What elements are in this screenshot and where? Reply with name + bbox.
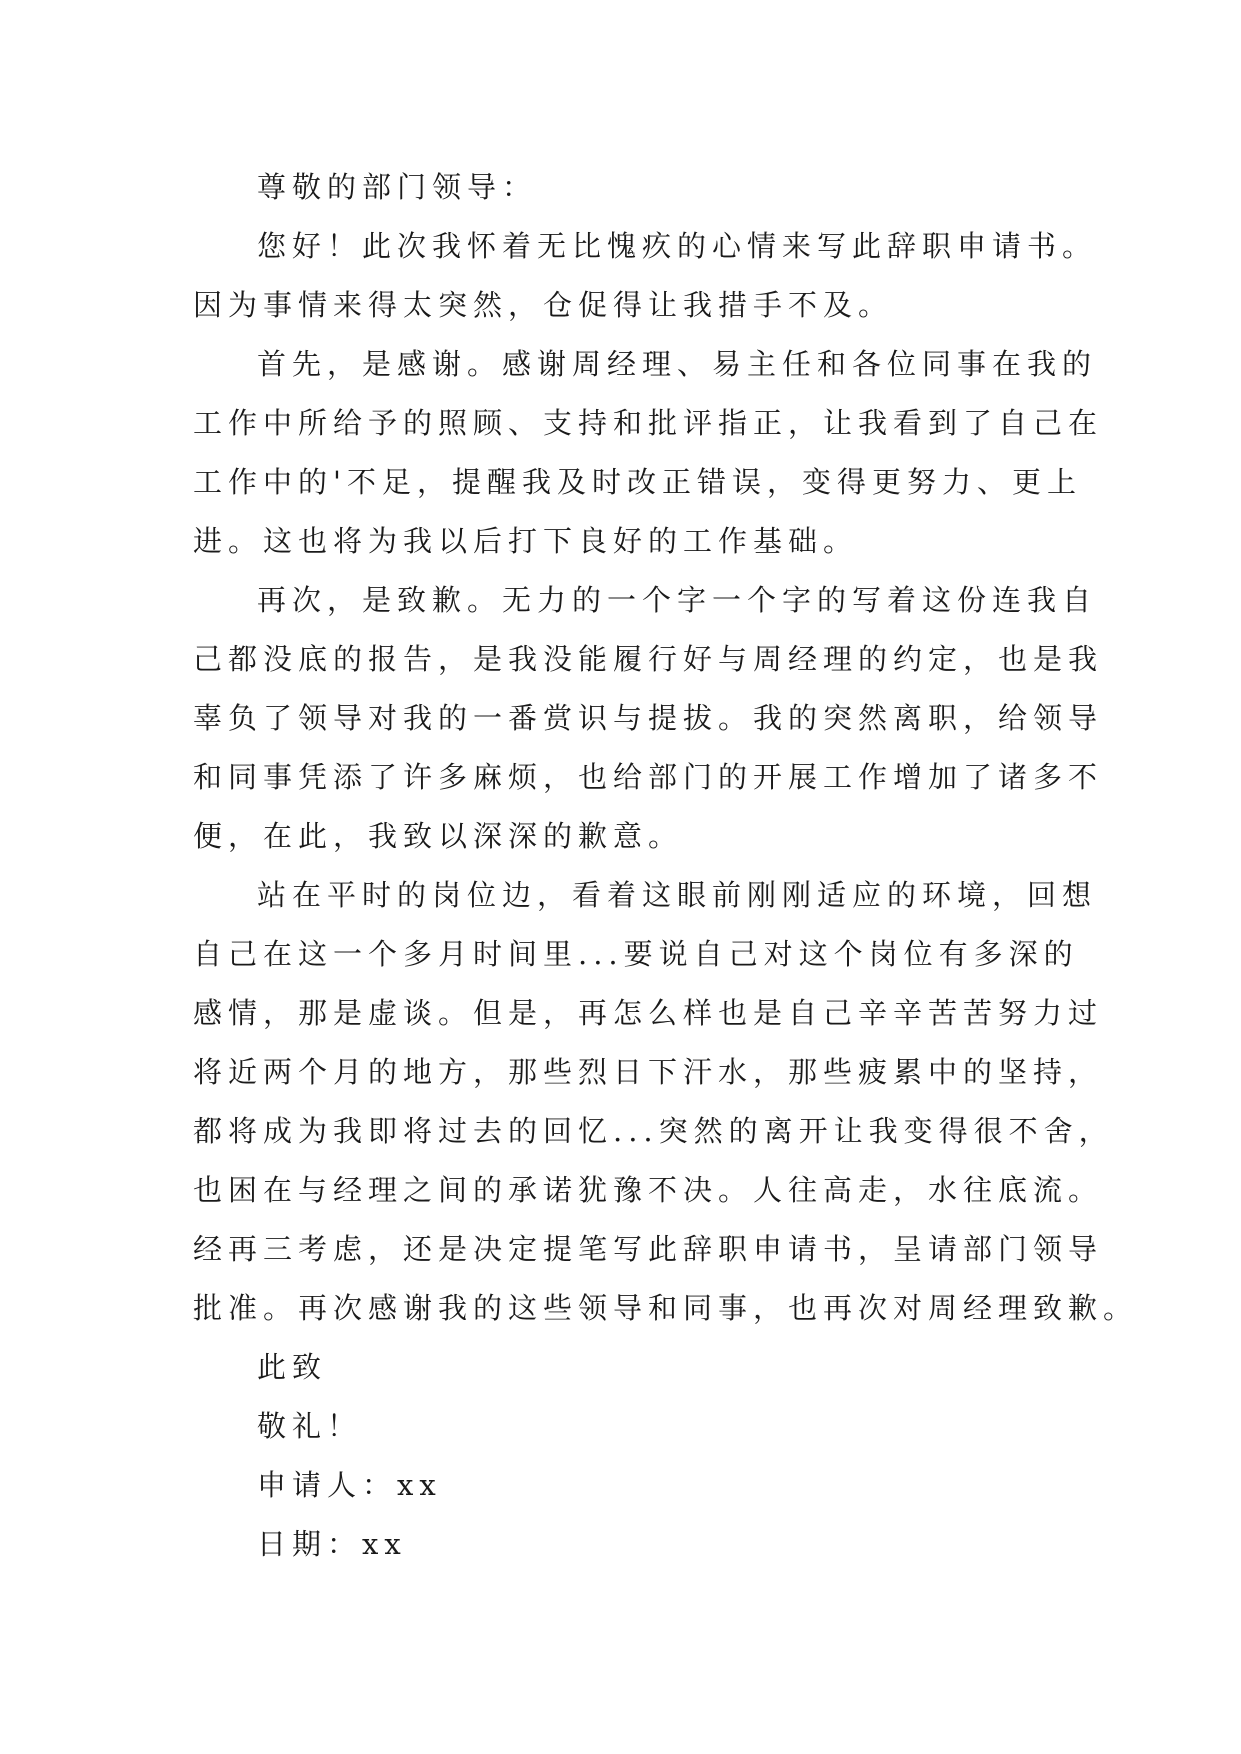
closing-line: 此致 xyxy=(257,1350,328,1384)
paragraph-line: 再次，是致歉。无力的一个字一个字的写着这份连我自 xyxy=(257,583,1098,617)
paragraph-line: 工作中的'不足，提醒我及时改正错误，变得更努力、更上 xyxy=(193,465,1082,499)
paragraph-line: 工作中所给予的照顾、支持和批评指正，让我看到了自己在 xyxy=(193,406,1104,440)
paragraph-line: 也困在与经理之间的承诺犹豫不决。人往高走，水往底流。 xyxy=(193,1173,1104,1207)
paragraph-line: 批准。再次感谢我的这些领导和同事，也再次对周经理致歉。 xyxy=(193,1291,1139,1325)
paragraph-line: 经再三考虑，还是决定提笔写此辞职申请书，呈请部门领导 xyxy=(193,1232,1104,1266)
closing-salute: 敬礼！ xyxy=(257,1409,363,1443)
paragraph-line: 进。这也将为我以后打下良好的工作基础。 xyxy=(193,524,859,558)
paragraph-line: 感情，那是虚谈。但是，再怎么样也是自己辛辛苦苦努力过 xyxy=(193,996,1104,1030)
paragraph-line: 自己在这一个多月时间里...要说自己对这个岗位有多深的 xyxy=(193,937,1079,971)
paragraph-line: 都将成为我即将过去的回忆...突然的离开让我变得很不舍， xyxy=(193,1114,1114,1148)
paragraph-line: 将近两个月的地方，那些烈日下汗水，那些疲累中的坚持， xyxy=(193,1055,1104,1089)
paragraph-line: 您好！此次我怀着无比愧疚的心情来写此辞职申请书。 xyxy=(257,229,1098,263)
paragraph-line: 己都没底的报告，是我没能履行好与周经理的约定，也是我 xyxy=(193,642,1104,676)
paragraph-line: 辜负了领导对我的一番赏识与提拔。我的突然离职，给领导 xyxy=(193,701,1104,735)
paragraph-line: 站在平时的岗位边，看着这眼前刚刚适应的环境，回想 xyxy=(257,878,1098,912)
paragraph-line: 因为事情来得太突然，仓促得让我措手不及。 xyxy=(193,288,894,322)
paragraph-line: 便，在此，我致以深深的歉意。 xyxy=(193,819,684,853)
salutation: 尊敬的部门领导： xyxy=(257,170,538,204)
paragraph-line: 首先，是感谢。感谢周经理、易主任和各位同事在我的 xyxy=(257,347,1098,381)
letter-body xyxy=(193,158,1139,1574)
paragraph-line: 和同事凭添了许多麻烦，也给部门的开展工作增加了诸多不 xyxy=(193,760,1104,794)
applicant-signature: 申请人：xx xyxy=(257,1468,442,1502)
date-line: 日期：xx xyxy=(257,1527,407,1561)
